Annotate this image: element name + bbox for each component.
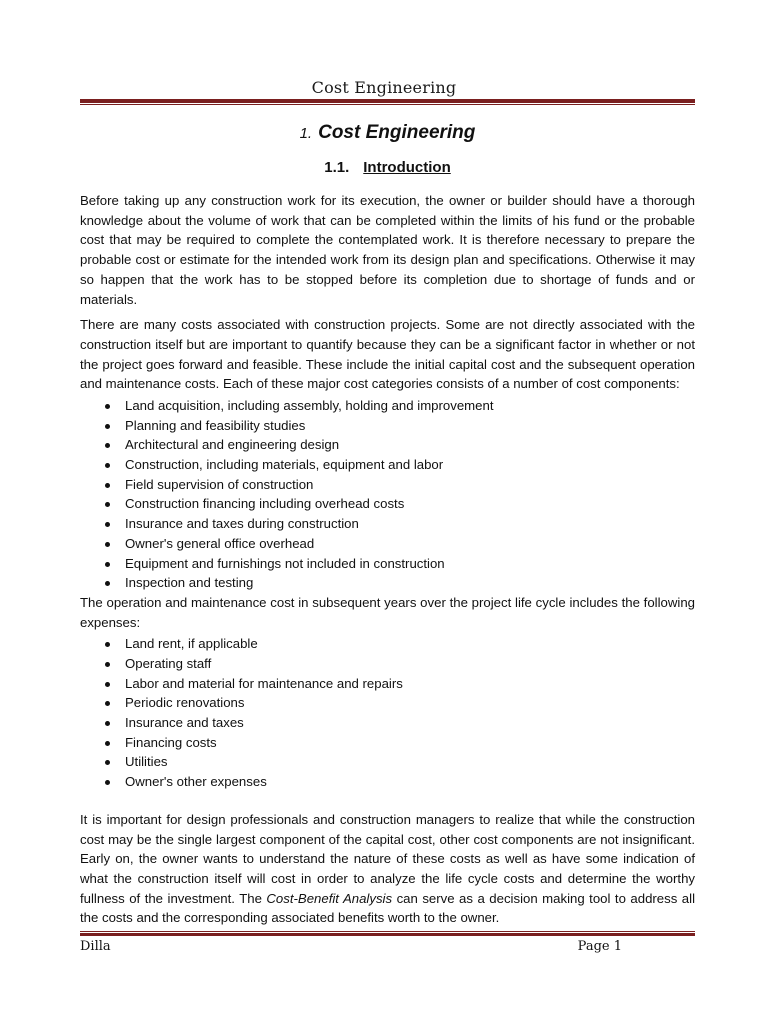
list-item: Planning and feasibility studies	[125, 416, 695, 436]
list-item: Owner's general office overhead	[125, 534, 695, 554]
list-item: Construction, including materials, equipment and labor	[125, 455, 695, 475]
list-item: Labor and material for maintenance and repairs	[125, 674, 695, 694]
list-item: Operating staff	[125, 654, 695, 674]
list-item: Periodic renovations	[125, 693, 695, 713]
paragraph-cost-benefit-part2: can serve as a decision making tool to address all the costs and the corresponding associated benefits worth to the owner.	[80, 890, 695, 926]
list-item: Owner's other expenses	[125, 772, 695, 792]
page-number: Page 1	[577, 939, 622, 954]
cost-benefit-term: Cost-Benefit Analysis	[266, 890, 393, 906]
list-item: Inspection and testing	[125, 573, 695, 593]
list-item: Utilities	[125, 752, 695, 772]
operation-expense-list	[80, 634, 695, 792]
section-number: 1.1.	[324, 159, 350, 176]
footer-divider-thin	[80, 931, 695, 932]
capital-cost-list	[80, 396, 695, 593]
header-divider-thin	[80, 104, 695, 105]
paragraph-cost-categories: There are many costs associated with construction projects. Some are not directly associated with the construction itself but are important to quantify because they can be a significant factor in whether or not the project goes forward and feasible. These include the initial capital cost and the subsequent operation and maintenance costs. Each of these major cost categories consists of a number of cost components:	[80, 317, 695, 392]
list-item: Equipment and furnishings not included in construction	[125, 554, 695, 574]
list-item: Insurance and taxes	[125, 713, 695, 733]
running-header-title: Cost Engineering	[311, 78, 457, 97]
list-item: Land acquisition, including assembly, holding and improvement	[125, 396, 695, 416]
section-heading	[80, 153, 695, 183]
list-item: Financing costs	[125, 733, 695, 753]
paragraph-cost-benefit	[80, 810, 695, 928]
list-item: Field supervision of construction	[125, 475, 695, 495]
page-title-text: Cost Engineering	[318, 122, 476, 143]
paragraph-operation-cost: The operation and maintenance cost in subsequent years over the project life cycle includes the following expenses:	[80, 594, 695, 630]
footer-institution: Dilla	[80, 939, 111, 954]
list-item: Architectural and engineering design	[125, 435, 695, 455]
paragraph-cost-benefit-part1: It is important for design professionals and construction managers to realize that while the construction cost may be the single largest component of the capital cost, other cost components are not insignificant. Early on, the owner wants to understand the nature of these costs as well as have some indication of what the construction itself will cost in order to analyze the life cycle costs and determine the worthy fullness of the investment. The	[80, 811, 695, 906]
paragraph-intro: Before taking up any construction work for its execution, the owner or builder should have a thorough knowledge about the volume of work that can be completed within the limits of his fund or the probable cost that may be required to complete the contemplated work. It is therefore necessary to prepare the probable cost or estimate for the intended work from its design plan and specifications. Otherwise it may so happen that the work has to be stopped before its completion due to shortage of funds and or materials.	[80, 193, 695, 307]
page-content	[80, 117, 695, 928]
list-item: Insurance and taxes during construction	[125, 514, 695, 534]
section-label: Introduction	[363, 159, 451, 176]
list-item: Construction financing including overhead costs	[125, 494, 695, 514]
header-divider-thick	[80, 99, 695, 103]
page-title	[80, 117, 695, 149]
footer-divider	[80, 931, 695, 937]
list-item: Land rent, if applicable	[125, 634, 695, 654]
footer-divider-thick	[80, 933, 695, 936]
header-divider	[80, 99, 695, 105]
page-title-number: 1.	[299, 125, 313, 142]
